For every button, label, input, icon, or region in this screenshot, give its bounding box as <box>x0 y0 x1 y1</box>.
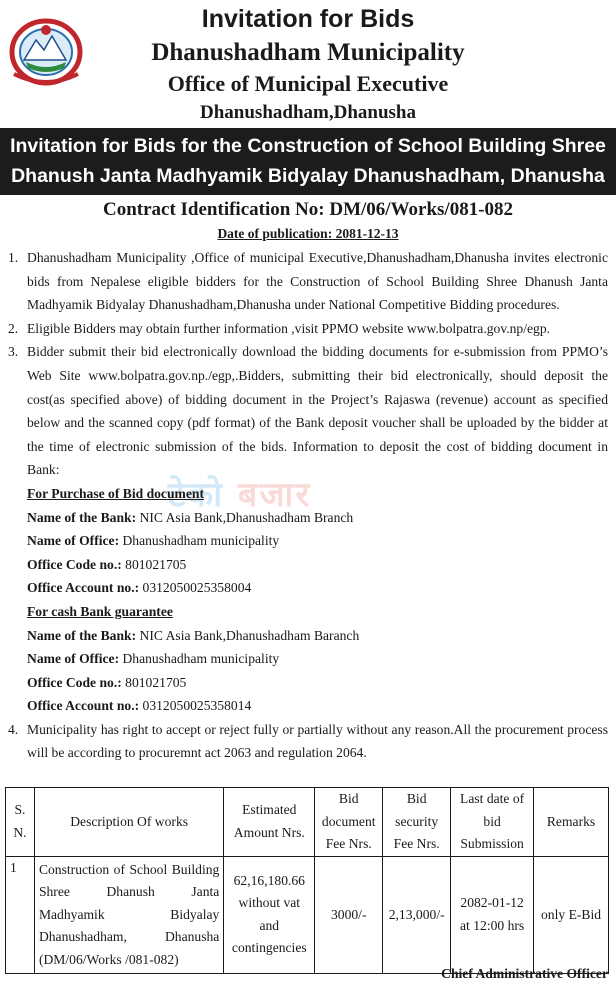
code-label: Office Code no.: <box>27 674 122 690</box>
cell-bid-security-fee: 2,13,000/- <box>383 856 451 974</box>
office-value: Dhanushadham municipality <box>119 533 280 549</box>
cell-last-date: 2082-01-12 at 12:00 hrs <box>451 856 534 974</box>
bank-label: Name of the Bank: <box>27 509 137 525</box>
bank-value: NIC Asia Bank,Dhanushadham Baranch <box>136 627 360 643</box>
item-number: 4. <box>8 721 19 737</box>
code-value: 801021705 <box>121 556 187 572</box>
item-number: 2. <box>8 320 19 336</box>
banner-line-1: Invitation for Bids for the Construction of School Building Shree <box>10 135 606 157</box>
code-value: 801021705 <box>121 674 187 690</box>
notice-header <box>0 0 616 128</box>
bank-value: NIC Asia Bank,Dhanushadham Branch <box>136 509 354 525</box>
list-item <box>8 246 608 317</box>
guarantee-code-row <box>27 671 608 695</box>
watermark-part-1: टेको <box>168 475 225 515</box>
list-item <box>8 718 608 765</box>
bid-table <box>5 787 609 974</box>
header-bid-security-fee: Bid security Fee Nrs. <box>383 788 451 857</box>
code-label: Office Code no.: <box>27 556 122 572</box>
cell-description: Construction of School Building Shree Dhanush Janta Madhyamik Bidyalay Dhanushadham, Dhanusha (DM/06/Works /081-082) <box>34 856 223 974</box>
office-location: Dhanushadham,Dhanusha <box>200 102 416 123</box>
list-item <box>8 317 608 341</box>
table-row <box>6 856 609 974</box>
account-value: 0312050025358014 <box>139 698 252 714</box>
header-remarks: Remarks <box>534 788 609 857</box>
office-label: Name of Office: <box>27 533 120 549</box>
office-name: Office of Municipal Executive <box>167 71 449 96</box>
item-text: Bidder submit their bid electronically download the bidding documents for e-submission from PPMO’s Web Site www.bolpatra.gov.np./egp,.Bidders, submitting their bid electronically, should deposit the cost(as specified above) of bidding document in the Project’s Rajaswa (revenue) account as specified below and the scanned copy (pdf format) of the Bank deposit voucher shall be uploaded by the bidder at the time of electronic submission of the bids. Information to deposit the cost of bidding document in Bank: <box>27 344 608 478</box>
office-value: Dhanushadham municipality <box>119 651 280 667</box>
account-label: Office Account no.: <box>27 580 140 596</box>
signature-title: Chief Administrative Officer <box>441 966 608 981</box>
office-label: Name of Office: <box>27 651 120 667</box>
purchase-office-row <box>27 529 608 553</box>
guarantee-heading: For cash Bank guarantee <box>27 603 173 619</box>
item-text: Dhanushadham Municipality ,Office of municipal Executive,Dhanushadham,Dhanusha invites electronic bids from Nepalese eligible bidders for the Construction of School Building Shree Dhanush Janta Madhyamik Bidyalay Dhanushadham,Dhanusha under National Competitive Bidding procedures. <box>27 250 608 313</box>
purchase-bank-row <box>27 506 608 530</box>
account-value: 0312050025358004 <box>139 580 252 596</box>
list-item <box>8 340 608 482</box>
cell-remarks: only E-Bid <box>534 856 609 974</box>
notice-body <box>8 246 608 765</box>
header-description: Description Of works <box>34 788 223 857</box>
bank-label: Name of the Bank: <box>27 627 137 643</box>
purchase-account-block <box>8 482 608 718</box>
watermark-part-2: बजार <box>237 475 312 515</box>
account-label: Office Account no.: <box>27 698 140 714</box>
purchase-code-row <box>27 553 608 577</box>
guarantee-office-row <box>27 647 608 671</box>
header-last-date: Last date of bid Submission <box>451 788 534 857</box>
cell-estimated-amount: 62,16,180.66 without vat and contingencies <box>224 856 315 974</box>
banner-line-2: Dhanush Janta Madhyamik Bidyalay Dhanushadham, Dhanusha <box>11 165 605 187</box>
guarantee-bank-row <box>27 624 608 648</box>
cell-sn: 1 <box>6 856 35 974</box>
table-header-row <box>6 788 609 857</box>
cell-bid-document-fee: 3000/- <box>315 856 383 974</box>
municipality-name: Dhanushadham Municipality <box>151 39 465 66</box>
notice-title: Invitation for Bids <box>201 5 415 33</box>
purchase-account-row <box>27 576 608 600</box>
item-number: 1. <box>8 250 19 265</box>
title-banner <box>0 128 616 195</box>
item-text: Eligible Bidders may obtain further information ,visit PPMO website www.bolpatra.gov.np/egp. <box>27 320 551 336</box>
header-estimated-amount: Estimated Amount Nrs. <box>224 788 315 857</box>
guarantee-account-row <box>27 694 608 718</box>
header-sn: S. N. <box>6 788 35 857</box>
item-number: 3. <box>8 344 19 360</box>
header-bid-document-fee: Bid document Fee Nrs. <box>315 788 383 857</box>
contract-identification: Contract Identification No: DM/06/Works/081-082 <box>102 199 514 220</box>
purchase-heading: For Purchase of Bid document <box>27 485 204 501</box>
item-text: Municipality has right to accept or reject fully or partially without any reason.All the procurement process will be according to procuremnt act 2063 and regulation 2064. <box>27 721 608 761</box>
publication-date: Date of publication: 2081-12-13 <box>217 226 399 241</box>
